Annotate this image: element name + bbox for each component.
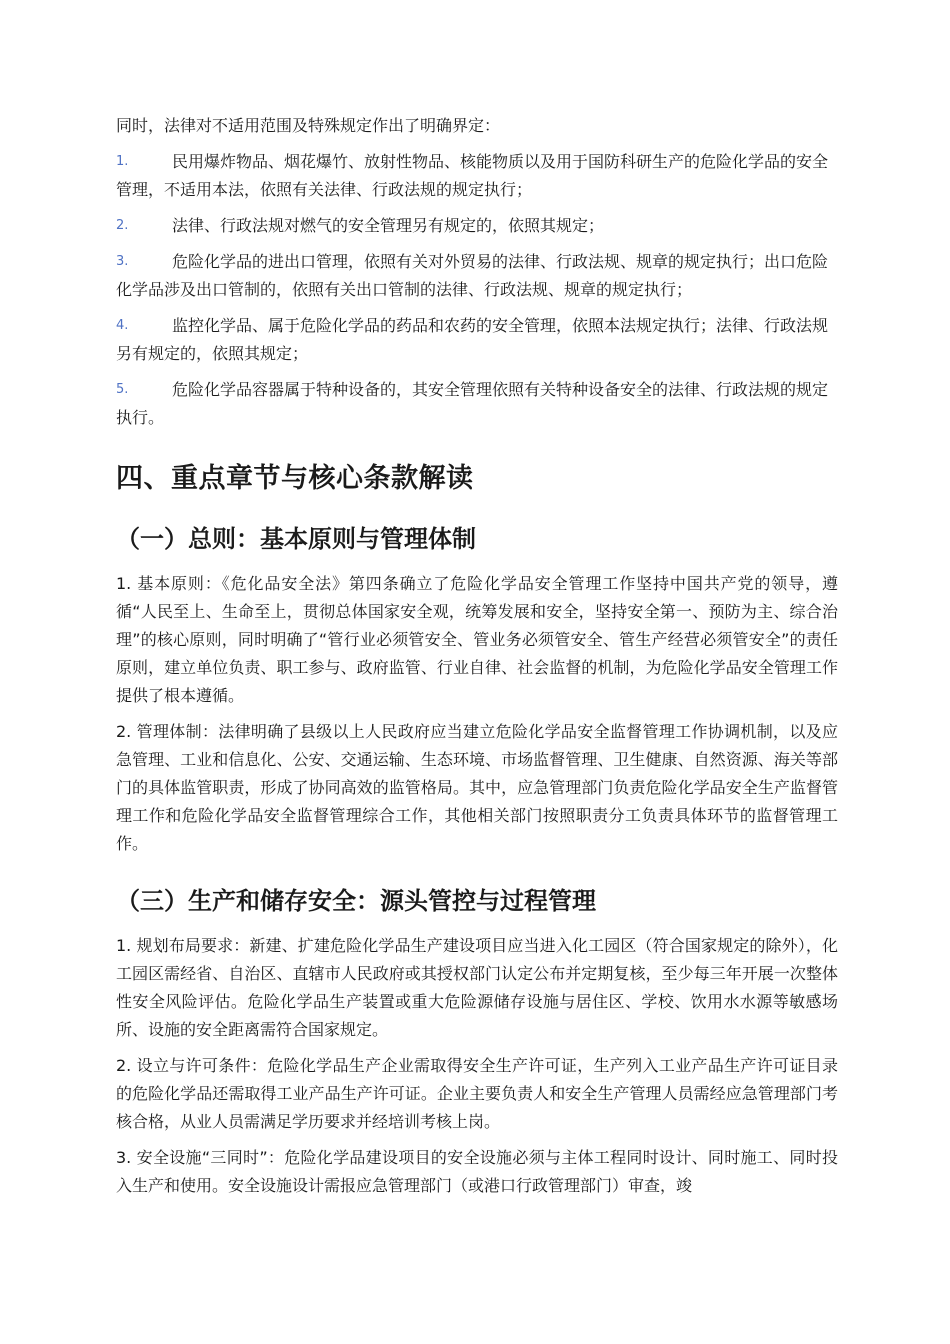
item-text: 民用爆炸物品、烟花爆竹、放射性物品、核能物质以及用于国防科研生产的危险化学品的安全管理，不适用本法，依照有关法律、行政法规的规定执行； — [116, 152, 829, 199]
body-paragraph: 2. 管理体制：法律明确了县级以上人民政府应当建立危险化学品安全监督管理工作协调机制，以及应急管理、工业和信息化、公安、交通运输、生态环境、市场监督管理、卫生健康、自然资源、海关等部门的具体监管职责，形成了协同高效的监管格局。其中，应急管理部门负责危险化学品安全生产监督管理工作和危险化学品安全监督管理综合工作，其他相关部门按照职责分工负责具体环节的监督管理工作。 — [116, 722, 838, 853]
item-text: 监控化学品、属于危险化学品的药品和农药的安全管理，依照本法规定执行；法律、行政法规另有规定的，依照其规定； — [116, 316, 829, 363]
intro-text: 同时，法律对不适用范围及特殊规定作出了明确界定： — [116, 116, 501, 135]
section-heading: 四、重点章节与核心条款解读 — [116, 463, 474, 494]
body-paragraph: 1. 基本原则：《危化品安全法》第四条确立了危险化学品安全管理工作坚持中国共产党的领导，遵循“人民至上、生命至上，贯彻总体国家安全观，统筹发展和安全，坚持安全第一、预防为主、综合治理”的核心原则，同时明确了“管行业必须管安全、管业务必须管安全、管生产经营必须管安全”的责任原则，建立单位负责、职工参与、政府监管、行业自律、社会监督的机制，为危险化学品安全管理工作提供了根本遵循。 — [116, 574, 838, 705]
exclusion-item: 3. 危险化学品的进出口管理，依照有关对外贸易的法律、行政法规、规章的规定执行；出口危险化学品涉及出口管制的，依照有关出口管制的法律、行政法规、规章的规定执行； — [116, 248, 838, 304]
document-page — [116, 112, 838, 1208]
item-text: 危险化学品的进出口管理，依照有关对外贸易的法律、行政法规、规章的规定执行；出口危险化学品涉及出口管制的，依照有关出口管制的法律、行政法规、规章的规定执行； — [116, 252, 829, 299]
body-paragraph: 1. 规划布局要求：新建、扩建危险化学品生产建设项目应当进入化工园区（符合国家规定的除外），化工园区需经省、自治区、直辖市人民政府或其授权部门认定公布并定期复核，至少每三年开展一次整体性安全风险评估。危险化学品生产装置或重大危险源储存设施与居住区、学校、饮用水水源等敏感场所、设施的安全距离需符合国家规定。 — [116, 936, 838, 1039]
body-paragraph: 3. 安全设施“三同时”：危险化学品建设项目的安全设施必须与主体工程同时设计、同时施工、同时投入生产和使用。安全设施设计需报应急管理部门（或港口行政管理部门）审查，竣 — [116, 1148, 838, 1195]
body-paragraph: 2. 设立与许可条件：危险化学品生产企业需取得安全生产许可证，生产列入工业产品生产许可证目录的危险化学品还需取得工业产品生产许可证。企业主要负责人和安全生产管理人员需经应急管理部门考核合格，从业人员需满足学历要求并经培训考核上岗。 — [116, 1056, 838, 1131]
subsection-heading: （三）生产和储存安全：源头管控与过程管理 — [116, 887, 596, 915]
item-text: 危险化学品容器属于特种设备的，其安全管理依照有关特种设备安全的法律、行政法规的规定执行。 — [116, 380, 829, 427]
exclusion-item: 2. 法律、行政法规对燃气的安全管理另有规定的，依照其规定； — [116, 212, 838, 240]
exclusion-item: 1. 民用爆炸物品、烟花爆竹、放射性物品、核能物质以及用于国防科研生产的危险化学品的安全管理，不适用本法，依照有关法律、行政法规的规定执行； — [116, 148, 838, 204]
item-text: 法律、行政法规对燃气的安全管理另有规定的，依照其规定； — [172, 216, 605, 235]
exclusion-item: 5. 危险化学品容器属于特种设备的，其安全管理依照有关特种设备安全的法律、行政法规的规定执行。 — [116, 376, 838, 432]
subsection-heading: （一）总则：基本原则与管理体制 — [116, 525, 476, 553]
exclusion-item: 4. 监控化学品、属于危险化学品的药品和农药的安全管理，依照本法规定执行；法律、行政法规另有规定的，依照其规定； — [116, 312, 838, 368]
